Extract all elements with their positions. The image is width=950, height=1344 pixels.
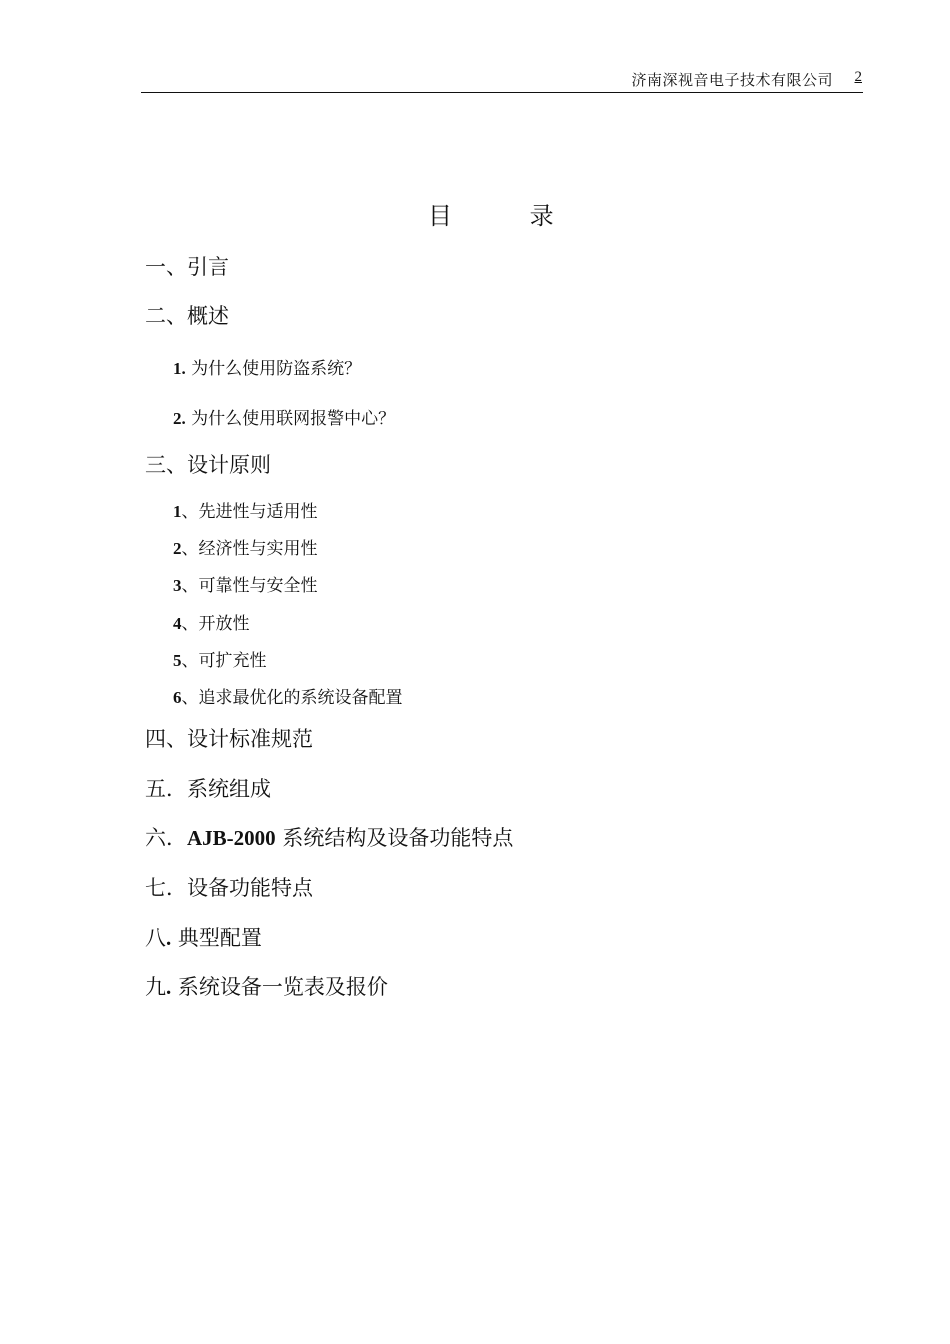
toc-subitem-2-1[interactable]: [173, 354, 361, 379]
toc-item-prefix: 四、: [145, 727, 187, 751]
toc-item-prefix: 三、: [145, 453, 187, 477]
toc-item-text: 典型配置: [171, 926, 262, 950]
toc-item-8[interactable]: [145, 922, 262, 952]
toc-item-number: 5: [173, 651, 182, 670]
toc-title: 目 录: [428, 202, 554, 230]
toc-item-dot: .: [166, 975, 172, 999]
toc-item-text: 为什么使用联网报警中心？: [185, 409, 396, 429]
toc-item-prefix: 六．: [145, 826, 187, 850]
toc-item-text: 设计标准规范: [187, 727, 313, 751]
toc-item-prefix: 九: [145, 975, 166, 999]
toc-item-text: 设备功能特点: [187, 876, 313, 900]
toc-item-2[interactable]: [145, 300, 229, 330]
toc-item-text: 系统结构及设备功能特点: [275, 826, 514, 850]
toc-subitem-3-6[interactable]: [173, 683, 403, 708]
header-page-number: 2: [854, 69, 862, 85]
toc-item-5[interactable]: [145, 773, 271, 803]
toc-item-number: 6: [173, 688, 182, 707]
toc-item-4[interactable]: [145, 723, 313, 753]
toc-item-text: 设计原则: [187, 453, 271, 477]
toc-item-text: 、追求最优化的系统设备配置: [181, 688, 403, 708]
toc-item-text: 系统设备一览表及报价: [171, 975, 388, 999]
toc-subitem-3-1[interactable]: [173, 497, 318, 522]
toc-item-number: 2.: [173, 409, 186, 428]
toc-item-number: 2: [173, 539, 182, 558]
toc-item-number: 3: [173, 576, 182, 595]
toc-item-text: 、先进性与适用性: [181, 502, 318, 522]
header-company-name: 济南深视音电子技术有限公司: [631, 71, 833, 89]
toc-item-text: 、可扩充性: [181, 651, 267, 671]
toc-item-text: 、经济性与实用性: [181, 539, 318, 559]
toc-item-text: 系统组成: [187, 777, 271, 801]
toc-item-dot: .: [166, 926, 172, 950]
toc-item-model: AJB-2000: [187, 826, 276, 850]
toc-item-text: 、可靠性与安全性: [181, 576, 318, 596]
toc-item-text: 引言: [187, 255, 229, 279]
toc-item-number: 1: [173, 502, 182, 521]
toc-item-prefix: 七．: [145, 876, 187, 900]
toc-item-text: 为什么使用防盗系统？: [185, 359, 362, 379]
toc-subitem-2-2[interactable]: [173, 404, 395, 429]
toc-subitem-3-2[interactable]: [173, 534, 318, 559]
toc-item-3[interactable]: [145, 449, 271, 479]
toc-item-number: 1.: [173, 359, 186, 378]
toc-item-prefix: 一、: [145, 255, 187, 279]
toc-subitem-3-5[interactable]: [173, 646, 267, 671]
toc-subitem-3-3[interactable]: [173, 571, 318, 596]
toc-item-7[interactable]: [145, 872, 313, 902]
toc-item-9[interactable]: [145, 971, 388, 1001]
toc-item-prefix: 二、: [145, 304, 187, 328]
toc-item-text: 、开放性: [181, 614, 250, 634]
toc-item-text: 概述: [187, 304, 229, 328]
toc-item-1[interactable]: [145, 251, 229, 281]
toc-item-6[interactable]: [145, 822, 513, 852]
toc-item-prefix: 五．: [145, 777, 187, 801]
toc-subitem-3-4[interactable]: [173, 609, 250, 634]
toc-item-number: 4: [173, 614, 182, 633]
toc-item-prefix: 八: [145, 926, 166, 950]
